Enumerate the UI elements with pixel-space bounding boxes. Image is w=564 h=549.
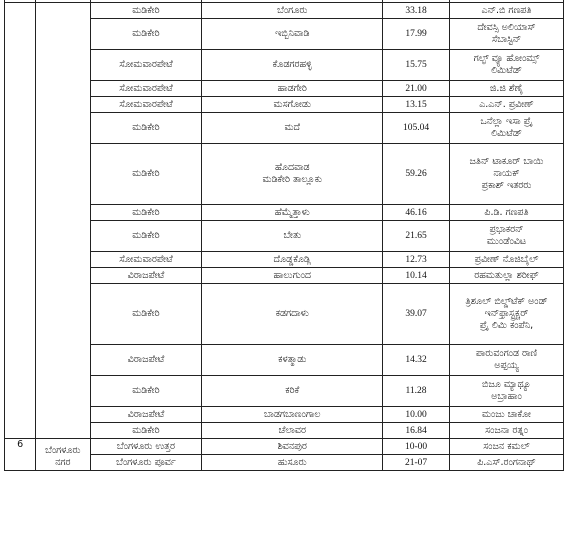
area-cell: 17.99 (383, 19, 450, 50)
owner-line: ಸಂಜನಾ ರತ್ನಂ (485, 424, 528, 436)
taluk-cell: ವಿರಾಜಪೇಟೆ (90, 268, 202, 284)
district-cell (36, 3, 90, 439)
village-cell: ಹೆಮ್ಮೆತ್ತಾಳು (202, 205, 383, 221)
area-cell: 11.28 (383, 376, 450, 407)
taluk-cell: ಮಡಿಕೇರಿ (90, 144, 202, 205)
owner-line: ಪ್ರಕಾಶ್ ಇತರರು (481, 180, 532, 191)
serial-cell: 6 (5, 439, 36, 471)
owner-line: ಅಬ್ರಾಹಾಂ (491, 391, 522, 402)
area-cell: 21.00 (383, 81, 450, 97)
taluk-cell: ಸೋಮವಾರಪೇಟೆ (90, 252, 202, 268)
village-cell: ಶಿವನಪುರ (202, 439, 383, 455)
owner-cell (450, 81, 564, 97)
owner-line: ಪಾರುವಂಗಂಡ ರಾಣಿ (475, 348, 538, 359)
village-cell: ಬೇತು (202, 221, 383, 252)
taluk-cell: ಮಡಿಕೇರಿ (90, 3, 202, 19)
owner-line: ಪಿ.ಡಿ. ಗಣಪತಿ (484, 206, 529, 218)
owner-line: ನಾಯಕ್ (493, 168, 520, 179)
owner-cell (450, 3, 564, 19)
owner-line: ಎನ್.ಬಿ ಗಣಪತಿ (481, 4, 532, 16)
taluk-cell: ಮಡಿಕೇರಿ (90, 376, 202, 407)
owner-line: ಜತಿನ್ ಟಾಕೂರ್ ಬಾಯಿ (469, 156, 544, 167)
village-cell: ಹಾಲುಗುಂದ (202, 268, 383, 284)
owner-cell (450, 113, 564, 144)
owner-line: ಇನ್‌ಫ್ರಾಸ್ಟ್ರಕ್ಚರ್ (484, 308, 529, 319)
table-row (5, 3, 564, 19)
serial-cell (5, 3, 36, 439)
district-name: ಬೆಂಗಳೂರು ನಗರ (45, 444, 81, 468)
owner-cell (450, 19, 564, 50)
area-cell: 12.73 (383, 252, 450, 268)
owner-line: ಪ್ರವೀಣ್ ನೊಜಿಬೈಲ್ (474, 253, 539, 265)
owner-cell (450, 205, 564, 221)
owner-cell (450, 345, 564, 376)
area-cell: 39.07 (383, 284, 450, 345)
owner-line: ಮಂಜು ಚಾಕೋ (482, 408, 531, 420)
village-cell: ದೊಡ್ಡಕೊಡ್ಲಿ (202, 252, 383, 268)
area-cell: 33.18 (383, 3, 450, 19)
owner-line: ಮುಂಡೆಂವಿಟ (486, 236, 527, 247)
village-cell: ಮದೆ (202, 113, 383, 144)
area-cell: 21.65 (383, 221, 450, 252)
taluk-cell: ವಿರಾಜಪೇಟೆ (90, 407, 202, 423)
owner-cell (450, 97, 564, 113)
owner-cell (450, 50, 564, 81)
area-cell: 10.00 (383, 407, 450, 423)
owner-line: ಎ.ಎನ್. ಪ್ರವೀಣ್ (479, 98, 534, 110)
village-cell: ಹಾಡಗೇರಿ (202, 81, 383, 97)
land-encroachment-table (4, 0, 564, 471)
taluk-cell: ಮಡಿಕೇರಿ (90, 221, 202, 252)
village-cell: ಬಾಡಗಬಾಣಂಗಾಲ (202, 407, 383, 423)
taluk-cell: ಮಡಿಕೇರಿ (90, 113, 202, 144)
owner-line: ಪ್ರಭಾಕರನ್ (489, 224, 524, 235)
taluk-cell: ವಿರಾಜಪೇಟೆ (90, 345, 202, 376)
area-cell: 10-00 (383, 439, 450, 455)
area-cell: 10.14 (383, 268, 450, 284)
table-row (5, 439, 564, 455)
owner-line: ಒನೆಲ್ಲಾ ಇಸಾ ಪ್ರೈ (480, 116, 533, 127)
area-cell: 46.16 (383, 205, 450, 221)
owner-line: ಬಿಜೂ ಮ್ಯಾಥ್ಯೂ (481, 379, 532, 390)
village-cell: ಕೊಡಗರಹಳ್ಳಿ (202, 50, 383, 81)
owner-cell (450, 268, 564, 284)
owner-line: ದೇವಸ್ಸಿ ಅಲಿಯಾಸ್ (477, 22, 536, 33)
area-cell: 15.75 (383, 50, 450, 81)
village-cell: ಕಡಗದಾಳು (202, 284, 383, 345)
taluk-cell: ಸೋಮವಾರಪೇಟೆ (90, 81, 202, 97)
owner-cell (450, 252, 564, 268)
owner-cell (450, 284, 564, 345)
area-cell: 14.32 (383, 345, 450, 376)
village-cell: ಚೆಲಾವರ (202, 423, 383, 439)
owner-line: ಗಲ್ಫ್ ವ್ಯೂ ಹೋಂಮ್ಸ್ (473, 53, 540, 64)
district-cell (36, 439, 90, 471)
area-cell: 21-07 (383, 455, 450, 471)
village-cell: ಇಬ್ಬಿನಿವಾಡಿ (202, 19, 383, 50)
owner-line: ತ್ರಿಶೂಲ್ ಬಿಲ್ಡ್‌ಟೆಕ್ ಅಂಡ್ (465, 296, 548, 307)
taluk-cell: ಮಡಿಕೇರಿ (90, 284, 202, 345)
village-cell: ಮಸಗೋಡು (202, 97, 383, 113)
taluk-cell: ಮಡಿಕೇರಿ (90, 423, 202, 439)
owner-line: ಪಿ.ಎಸ್.ರಂಗನಾಥ್ (477, 456, 536, 468)
area-cell: 105.04 (383, 113, 450, 144)
taluk-cell: ಬೆಂಗಳೂರು ಉತ್ತರ (90, 439, 202, 455)
taluk-cell: ಬೆಂಗಳೂರು ಪೂರ್ವ (90, 455, 202, 471)
owner-line: ಸಂಜನ ಕಮಲ್ (483, 440, 530, 452)
area-cell: 16.84 (383, 423, 450, 439)
taluk-cell: ಸೋಮವಾರಪೇಟೆ (90, 50, 202, 81)
table-body (5, 0, 564, 471)
owner-cell (450, 455, 564, 471)
taluk-cell: ಸೋಮವಾರಪೇಟೆ (90, 97, 202, 113)
owner-cell (450, 407, 564, 423)
area-cell: 59.26 (383, 144, 450, 205)
area-cell: 13.15 (383, 97, 450, 113)
owner-line: ಪ್ರೈ ಲಿಮಿ ಕಂಪೆನಿ, (479, 320, 534, 331)
village-cell: ಕಳತ್ಮಾಡು (202, 345, 383, 376)
owner-cell (450, 221, 564, 252)
owner-line: ರಹಮತುಲ್ಲಾ ಶರೀಫ್ (474, 269, 539, 281)
owner-cell (450, 376, 564, 407)
owner-line: ಅಪ್ಪಯ್ಯ (494, 360, 519, 371)
owner-cell (450, 439, 564, 455)
owner-cell (450, 423, 564, 439)
village-cell: ಬೆಂಗೂರು (202, 3, 383, 19)
owner-cell (450, 144, 564, 205)
village-cell: ಕರಿಕೆ (202, 376, 383, 407)
owner-line: ಸೆಬಾಸ್ಟಿನ್ (491, 34, 522, 45)
taluk-cell: ಮಡಿಕೇರಿ (90, 205, 202, 221)
owner-line: ಲಿಮಿಟೆಡ್ (491, 65, 522, 76)
taluk-cell: ಮಡಿಕೇರಿ (90, 19, 202, 50)
owner-line: ಜಿ.ಜಿ ಶೆಣೈ (490, 82, 523, 94)
owner-line: ಲಿಮಿಟೆಡ್ (491, 128, 522, 139)
village-cell: ಹೊದವಾಡ ಮಡಿಕೇರಿ ತಾಲ್ಲೂಕು (202, 144, 383, 205)
village-cell: ಹುಸೂರು (202, 455, 383, 471)
